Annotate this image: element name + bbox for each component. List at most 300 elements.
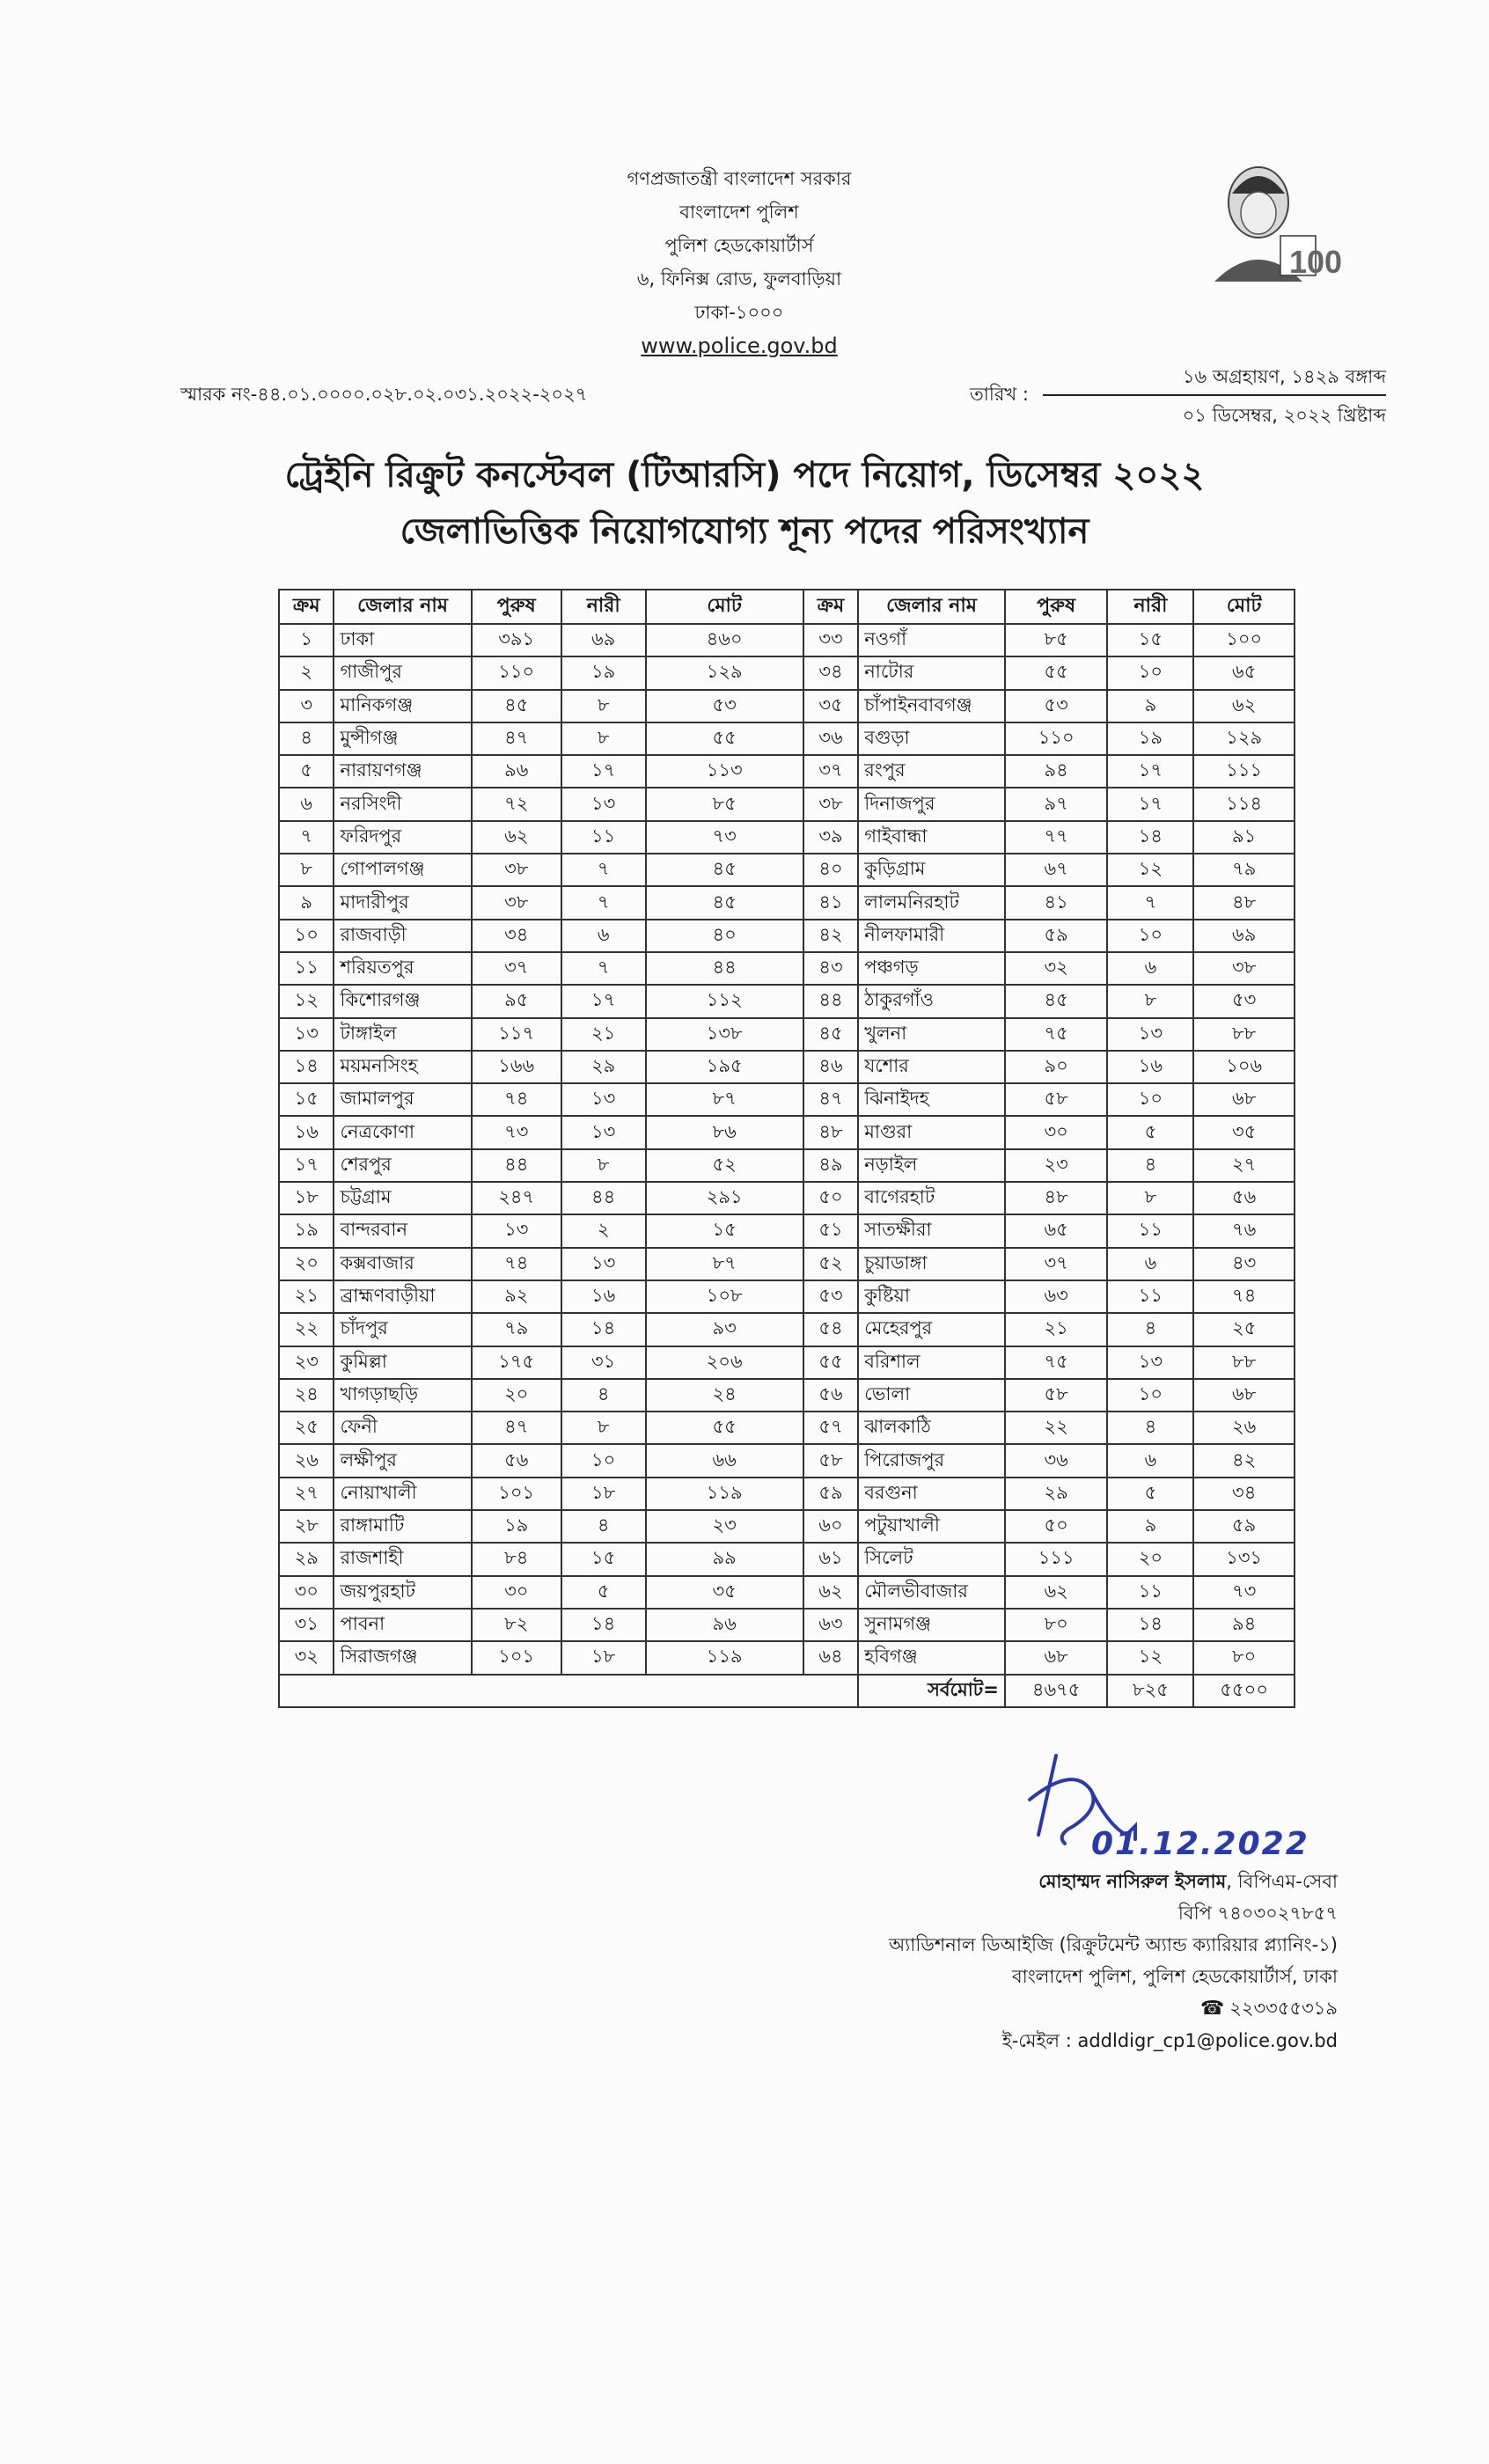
table-cell: ১০ [1107,1379,1193,1412]
table-row [279,886,1295,919]
table-cell: ৪৬ [803,1051,858,1083]
table-cell: ৭৩ [1193,1576,1295,1609]
total-row [279,1675,1295,1707]
vacancy-table [278,589,1295,1708]
district-name-cell: ফরিদপুর [334,821,471,854]
table-cell: ১০৮ [646,1280,803,1313]
table-cell: ৭৭ [1005,821,1108,854]
table-cell: ৪৪ [472,1149,561,1182]
table-cell: ১৩১ [1193,1543,1295,1575]
table-cell: ৫৬ [803,1379,858,1412]
table-cell: ৬৩ [803,1609,858,1641]
table-row [279,1576,1295,1609]
table-cell: ৪৮ [1005,1182,1108,1214]
table-cell: ১৭ [279,1149,334,1182]
table-cell: ৩৬ [803,722,858,755]
table-cell: ১১৩ [646,755,803,788]
table-cell: ৮ [561,1149,646,1182]
district-name-cell: পঞ্চগড় [858,952,1005,985]
column-header: মোট [1193,590,1295,624]
table-cell: ১৫ [1107,624,1193,656]
table-cell: ৪৬০ [646,624,803,656]
table-cell: ৪৮ [1193,886,1295,919]
district-name-cell: চাঁদপুর [334,1313,471,1346]
table-cell: ১৪ [561,1313,646,1346]
district-name-cell: বাগেরহাট [858,1182,1005,1214]
table-row [279,1543,1295,1575]
district-name-cell: সিলেট [858,1543,1005,1575]
district-name-cell: বগুড়া [858,722,1005,755]
district-name-cell: চাঁপাইনবাবগঞ্জ [858,690,1005,722]
table-cell: ৪৮ [803,1116,858,1148]
table-cell: ৩১ [279,1609,334,1641]
table-cell: ৫৩ [803,1280,858,1313]
table-cell: ২৭ [1193,1149,1295,1182]
table-cell: ৬৫ [1193,656,1295,689]
district-name-cell: মৌলভীবাজার [858,1576,1005,1609]
table-cell: ৩৩ [803,624,858,656]
table-cell: ১১১ [1005,1543,1108,1575]
district-name-cell: ফেনী [334,1412,471,1444]
column-header: পুরুষ [1005,590,1108,624]
table-cell: ১৯ [472,1510,561,1543]
table-cell: ৬ [1107,1444,1193,1477]
table-cell: ৪৪ [646,952,803,985]
table-cell: ৭ [561,854,646,886]
district-name-cell: চট্টগ্রাম [334,1182,471,1214]
table-row [279,1641,1295,1674]
district-name-cell: চুয়াডাঙ্গা [858,1248,1005,1280]
district-name-cell: গাজীপুর [334,656,471,689]
table-cell: ২৯ [1005,1478,1108,1510]
table-cell: ১০ [561,1444,646,1477]
table-cell: ১৪ [1107,821,1193,854]
table-cell: ৬৪ [803,1641,858,1674]
district-name-cell: মুন্সীগঞ্জ [334,722,471,755]
table-cell: ৫০ [803,1182,858,1214]
memo-number: স্মারক নং-৪৪.০১.০০০০.০২৮.০২.০৩১.২০২২-২০২৭ [180,384,588,405]
table-row [279,1182,1295,1214]
district-name-cell: সাতক্ষীরা [858,1214,1005,1247]
table-cell: ৫৯ [1193,1510,1295,1543]
district-name-cell: নোয়াখালী [334,1478,471,1510]
table-cell: ৮ [561,722,646,755]
table-cell: ৪৭ [472,1412,561,1444]
table-cell: ৩৮ [472,854,561,886]
table-row [279,1346,1295,1379]
table-cell: ৬৮ [1193,1379,1295,1412]
table-cell: ৫৮ [1005,1083,1108,1116]
table-cell: ৮৫ [646,788,803,820]
table-cell: ৪২ [1193,1444,1295,1477]
table-cell: ৬৯ [561,624,646,656]
table-cell: ৮৪ [472,1543,561,1575]
table-cell: ৮৮ [1193,1018,1295,1051]
table-cell: ৩০ [1005,1116,1108,1148]
table-cell: ২৯ [279,1543,334,1575]
table-cell: ৭ [279,821,334,854]
table-row [279,985,1295,1017]
district-name-cell: কিশোরগঞ্জ [334,985,471,1017]
table-cell: ৪ [1107,1412,1193,1444]
table-cell: ১২ [1107,1641,1193,1674]
district-name-cell: নাটোর [858,656,1005,689]
table-cell: ১৭৫ [472,1346,561,1379]
table-cell: ৪০ [646,920,803,952]
table-cell: ৯৫ [472,985,561,1017]
table-cell: ৯০ [1005,1051,1108,1083]
table-cell: ৭৬ [1193,1214,1295,1247]
table-row [279,1248,1295,1280]
table-cell: ৭৫ [1005,1346,1108,1379]
table-cell: ৪৫ [803,1018,858,1051]
table-row [279,788,1295,820]
district-name-cell: নড়াইল [858,1149,1005,1182]
table-cell: ২ [279,656,334,689]
table-cell: ১১ [1107,1576,1193,1609]
table-cell: ৫৯ [1005,920,1108,952]
district-name-cell: বান্দরবান [334,1214,471,1247]
table-cell: ১৩ [561,788,646,820]
table-cell: ৪ [1107,1313,1193,1346]
table-cell: ১৫ [279,1083,334,1116]
table-cell: ৪১ [1005,886,1108,919]
table-cell: ১৬ [1107,1051,1193,1083]
district-name-cell: শেরপুর [334,1149,471,1182]
table-cell: ৭৪ [472,1083,561,1116]
phone-icon: ☎ [1199,1998,1225,2020]
date-bangla: ১৬ অগ্রহায়ণ, ১৪২৯ বঙ্গাব্দ [1182,366,1386,387]
signature-date: 01.12.2022 [1091,1826,1309,1862]
table-cell: ৫৩ [646,690,803,722]
column-header: পুরুষ [472,590,561,624]
table-cell: ৬৮ [1005,1641,1108,1674]
district-name-cell: নরসিংদী [334,788,471,820]
table-cell: ২১ [1005,1313,1108,1346]
table-cell: ৯৪ [1193,1609,1295,1641]
table-cell: ৩৪ [803,656,858,689]
district-name-cell: খাগড়াছড়ি [334,1379,471,1412]
table-cell: ৬২ [803,1576,858,1609]
district-name-cell: লালমনিরহাট [858,886,1005,919]
district-name-cell: ঢাকা [334,624,471,656]
table-cell: ২০৬ [646,1346,803,1379]
letterhead-line: বাংলাদেশ পুলিশ [679,202,799,223]
table-cell: ১৩ [1107,1346,1193,1379]
table-cell: ২৬ [1193,1412,1295,1444]
table-cell: ৩৭ [1005,1248,1108,1280]
district-name-cell: সিরাজগঞ্জ [334,1641,471,1674]
table-row [279,722,1295,755]
district-name-cell: রাজবাড়ী [334,920,471,952]
letterhead-line: গণপ্রজাতন্ত্রী বাংলাদেশ সরকার [627,168,852,189]
table-cell: ৩১ [561,1346,646,1379]
table-cell: ৪৫ [646,854,803,886]
district-name-cell: যশোর [858,1051,1005,1083]
table-cell: ৮৭ [646,1083,803,1116]
table-cell: ৩৯ [803,821,858,854]
column-header: মোট [646,590,803,624]
table-cell: ২৯১ [646,1182,803,1214]
table-cell: ১৫ [561,1543,646,1575]
table-row [279,1510,1295,1543]
table-row [279,690,1295,722]
letterhead-line: পুলিশ হেডকোয়ার্টার্স [664,235,814,256]
table-cell: ৮০ [1005,1609,1108,1641]
table-cell: ৬ [561,920,646,952]
column-header: জেলার নাম [334,590,471,624]
table-cell: ৪ [1107,1149,1193,1182]
table-cell: ৩৮ [472,886,561,919]
district-name-cell: পটুয়াখালী [858,1510,1005,1543]
table-cell: ৫৩ [1005,690,1108,722]
table-cell: ১১ [1107,1214,1193,1247]
table-cell: ২১ [279,1280,334,1313]
table-cell: ৫৮ [1005,1379,1108,1412]
table-cell: ৪ [561,1379,646,1412]
table-cell: ১ [279,624,334,656]
district-name-cell: টাঙ্গাইল [334,1018,471,1051]
table-cell: ৫ [279,755,334,788]
district-name-cell: পিরোজপুর [858,1444,1005,1477]
table-cell: ৮ [1107,985,1193,1017]
table-cell: ২৩ [1005,1149,1108,1182]
table-cell: ১০ [279,920,334,952]
table-cell: ৭ [1107,886,1193,919]
table-cell: ২১ [561,1018,646,1051]
table-cell: ১১ [1107,1280,1193,1313]
table-cell: ৪৭ [472,722,561,755]
district-name-cell: মেহেরপুর [858,1313,1005,1346]
table-cell: ১৭ [561,755,646,788]
table-cell: ১৩ [561,1248,646,1280]
district-name-cell: মানিকগঞ্জ [334,690,471,722]
table-cell: ১২ [1107,854,1193,886]
signer-bp: বিপি ৭৪০৩০২৭৮৫৭ [1177,1903,1338,1924]
table-cell: ৫৩ [1193,985,1295,1017]
table-cell: ৫৪ [803,1313,858,1346]
district-name-cell: হবিগঞ্জ [858,1641,1005,1674]
table-cell: ১৯ [279,1214,334,1247]
table-cell: ৩০ [279,1576,334,1609]
signer-email[interactable]: ই-মেইল : addldigr_cp1@police.gov.bd [1001,2030,1338,2051]
column-header: ক্রম [279,590,334,624]
table-cell: ৮৬ [646,1116,803,1148]
table-cell: ৯ [1107,690,1193,722]
table-cell: ৫৫ [1005,656,1108,689]
table-cell: ৪৫ [646,886,803,919]
district-name-cell: নওগাঁ [858,624,1005,656]
table-cell: ৩৭ [803,755,858,788]
table-row [279,952,1295,985]
table-cell: ১৩৮ [646,1018,803,1051]
table-cell: ১১৪ [1193,788,1295,820]
table-cell: ৬ [279,788,334,820]
table-cell: ৪ [561,1510,646,1543]
table-cell: ৬২ [472,821,561,854]
table-cell: ২৭ [279,1478,334,1510]
table-row [279,1051,1295,1083]
table-cell: ১৯৫ [646,1051,803,1083]
table-cell: ৫৭ [803,1412,858,1444]
table-cell: ১৩ [561,1116,646,1148]
signer-designation: অ্যাডিশনাল ডিআইজি (রিক্রুটমেন্ট অ্যান্ড ক্যারিয়ার প্ল্যানিং-১) [888,1934,1338,1955]
table-cell: ৫৮ [803,1444,858,1477]
table-cell: ১৭ [561,985,646,1017]
table-cell: ৬৭ [1005,854,1108,886]
table-cell: ১৯ [1107,722,1193,755]
table-cell: ৩২ [1005,952,1108,985]
table-cell: ১৪ [279,1051,334,1083]
column-header: নারী [561,590,646,624]
district-name-cell: কুষ্টিয়া [858,1280,1005,1313]
district-name-cell: লক্ষীপুর [334,1444,471,1477]
district-name-cell: রংপুর [858,755,1005,788]
table-cell: ৭ [561,952,646,985]
table-cell: ৫ [1107,1116,1193,1148]
title-line-1: ট্রেইনি রিক্রুট কনস্টেবল (টিআরসি) পদে নিয়োগ, ডিসেম্বর ২০২২ [284,455,1205,495]
table-cell: ১৬ [279,1116,334,1148]
total-row-blank [279,1675,858,1707]
table-cell: ৫২ [646,1149,803,1182]
table-cell: ৩২ [279,1641,334,1674]
table-cell: ৬১ [803,1543,858,1575]
signer-name: মোহাম্মদ নাসিরুল ইসলাম [1038,1871,1227,1892]
table-cell: ১৮ [561,1478,646,1510]
district-name-cell: ঠাকুরগাঁও [858,985,1005,1017]
table-cell: ১১৯ [646,1478,803,1510]
signer-name-suffix: , বিপিএম-সেবা [1226,1871,1338,1892]
district-name-cell: রাঙ্গামাটি [334,1510,471,1543]
district-name-cell: বরিশাল [858,1346,1005,1379]
table-row [279,854,1295,886]
table-cell: ৯৯ [646,1543,803,1575]
district-name-cell: নীলফামারী [858,920,1005,952]
svg-text:100: 100 [1289,244,1343,280]
district-name-cell: মাদারীপুর [334,886,471,919]
table-cell: ৩০ [472,1576,561,1609]
table-cell: ২৪ [279,1379,334,1412]
table-cell: ৬৩ [1005,1280,1108,1313]
table-cell: ১৮ [561,1641,646,1674]
table-cell: ২৫ [1193,1313,1295,1346]
table-row [279,1444,1295,1477]
table-cell: ৯ [1107,1510,1193,1543]
table-cell: ৮০ [1193,1641,1295,1674]
table-cell: ৪২ [803,920,858,952]
table-cell: ৭৫ [1005,1018,1108,1051]
signer-office: বাংলাদেশ পুলিশ, পুলিশ হেডকোয়ার্টার্স, ঢাকা [1011,1966,1338,1987]
table-cell: ৩৫ [1193,1116,1295,1148]
table-cell: ৭২ [472,788,561,820]
district-name-cell: রাজশাহী [334,1543,471,1575]
table-cell: ৬ [1107,1248,1193,1280]
table-cell: ১৯ [561,656,646,689]
table-cell: ৪১ [803,886,858,919]
table-cell: ১১ [279,952,334,985]
district-name-cell: শরিয়তপুর [334,952,471,985]
date-english: ০১ ডিসেম্বর, ২০২২ খ্রিষ্টাব্দ [1182,405,1386,426]
table-cell: ৭৪ [1193,1280,1295,1313]
website-link[interactable]: www.police.gov.bd [641,334,838,358]
district-name-cell: জয়পুরহাট [334,1576,471,1609]
table-cell: ১০ [1107,920,1193,952]
table-row [279,1083,1295,1116]
table-row [279,1313,1295,1346]
table-cell: ১৩ [472,1214,561,1247]
district-name-cell: পাবনা [334,1609,471,1641]
table-cell: ৩৫ [803,690,858,722]
table-row [279,1018,1295,1051]
table-cell: ১৬৬ [472,1051,561,1083]
table-cell: ৬৯ [1193,920,1295,952]
table-row [279,624,1295,656]
table-cell: ১০ [1107,656,1193,689]
letterhead-line: ৬, ফিনিক্স রোড, ফুলবাড়িয়া [636,268,842,290]
table-cell: ২০ [472,1379,561,1412]
table-cell: ১০১ [472,1478,561,1510]
table-cell: ২৮ [279,1510,334,1543]
district-name-cell: নেত্রকোণা [334,1116,471,1148]
district-name-cell: ঝালকাঠি [858,1412,1005,1444]
table-cell: ১৬ [561,1280,646,1313]
table-cell: ৬ [1107,952,1193,985]
table-cell: ৯২ [472,1280,561,1313]
district-name-cell: ঝিনাইদহ [858,1083,1005,1116]
table-cell: ৯৬ [646,1609,803,1641]
table-header-row [279,590,1295,624]
table-cell: ৬৮ [1193,1083,1295,1116]
table-cell: ১০ [1107,1083,1193,1116]
table-cell: ৩৬ [1005,1444,1108,1477]
table-cell: ১১৭ [472,1018,561,1051]
district-name-cell: জামালপুর [334,1083,471,1116]
table-cell: ৪৫ [1005,985,1108,1017]
table-cell: ৮৮ [1193,1346,1295,1379]
letterhead [493,162,986,363]
column-header: জেলার নাম [858,590,1005,624]
table-cell: ২৩ [646,1510,803,1543]
table-cell: ৭৩ [472,1116,561,1148]
table-cell: ৪০ [803,854,858,886]
table-cell: ৫ [561,1576,646,1609]
table-cell: ৯৭ [1005,788,1108,820]
table-row [279,1379,1295,1412]
table-cell: ৭৯ [472,1313,561,1346]
table-row [279,1214,1295,1247]
letterhead-line: ঢাকা-১০০০ [694,302,784,323]
table-cell: ১৭ [1107,788,1193,820]
date-label: তারিখ : [970,384,1029,405]
table-cell: ৩৪ [472,920,561,952]
table-cell: ১৩ [1107,1018,1193,1051]
table-cell: ৪৪ [803,985,858,1017]
district-name-cell: নারায়ণগঞ্জ [334,755,471,788]
table-cell: ১৭ [1107,755,1193,788]
table-cell: ১৩ [279,1018,334,1051]
table-row [279,1116,1295,1148]
table-cell: ৩৫ [646,1576,803,1609]
table-cell: ৯১ [1193,821,1295,854]
table-cell: ৪ [279,722,334,755]
table-row [279,1149,1295,1182]
table-cell: ৯৪ [1005,755,1108,788]
table-cell: ৫৬ [472,1444,561,1477]
grand-total: ৫৫০০ [1193,1675,1295,1707]
table-cell: ৬২ [1193,690,1295,722]
table-cell: ১১ [561,821,646,854]
table-cell: ১৫ [646,1214,803,1247]
